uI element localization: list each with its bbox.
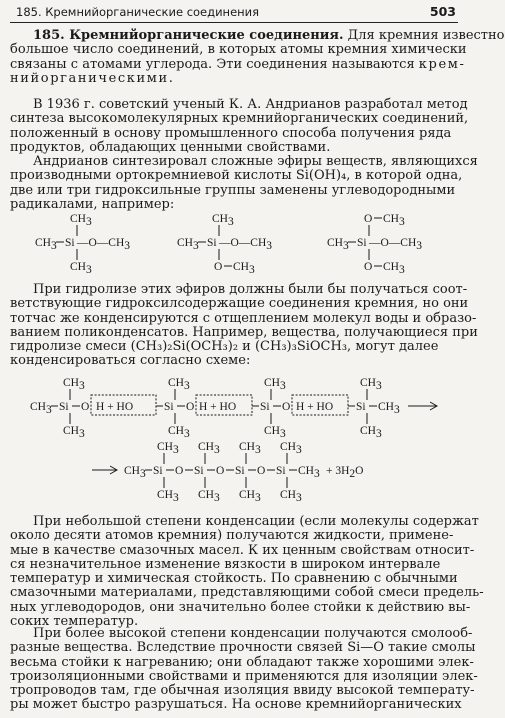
p6-line-6: ры может быстро разрушаться. На основе кремнийорганических [10,697,462,713]
svg-text:CH3: CH3 [198,489,220,504]
svg-text:CH3: CH3 [239,441,261,456]
svg-text:CH3: CH3 [383,213,405,228]
svg-text:CH3: CH3 [280,489,302,504]
p1-line-2: большое число соединений, в которых атомы кремния химически [10,42,467,58]
svg-text:CH3: CH3 [383,261,405,276]
p5-line-2: около десяти атомов кремния) получаются жидкости, примене- [10,528,454,544]
svg-text:CH3: CH3 [70,261,92,276]
svg-text:H + HO: H + HO [96,401,134,413]
page-number: 503 [429,4,456,19]
svg-text:H + HO: H + HO [199,401,237,413]
svg-text:O: O [186,401,195,413]
svg-text:CH3: CH3 [168,425,190,440]
svg-text:CH3: CH3 [124,465,146,480]
p5-line-8: соких температур. [10,614,139,630]
p4-line-5: гидролизе смеси (CH₃)₂Si(OCH₃)₂ и (CH₃)₃SiOCH₃, могут далее [10,339,439,355]
svg-text:CH3: CH3 [360,377,382,392]
svg-text:CH3: CH3 [70,213,92,228]
svg-text:H + HO: H + HO [296,401,334,413]
p2-line-4: продуктов, обладающих ценными свойствами. [10,139,331,155]
svg-text:CH3: CH3 [233,261,255,276]
svg-text:CH3: CH3 [239,489,261,504]
svg-text:O: O [214,261,223,273]
svg-text:CH3: CH3 [30,401,52,416]
svg-text:CH3: CH3 [63,425,85,440]
p6-line-2: разные вещества. Вследствие прочности связей Si—O такие смолы [10,640,476,656]
svg-text:O: O [175,465,184,477]
svg-text:Si: Si [260,401,270,413]
svg-text:O: O [364,261,373,273]
p2-line-3: положенный в основу промышленного способа получения ряда [10,125,452,141]
svg-text:Si: Si [153,465,163,477]
term-split-a: крем- [418,56,466,72]
svg-text:CH3: CH3 [157,441,179,456]
svg-text:Si: Si [65,237,75,249]
svg-text:CH3: CH3 [378,401,400,416]
svg-text:CH3: CH3 [360,425,382,440]
p5-line-3: мые в качестве смазочных масел. К их ценным свойствам относит- [10,542,475,558]
svg-text:—O—CH3: —O—CH3 [369,237,423,252]
svg-text:Si: Si [357,237,367,249]
svg-text:—O—CH3: —O—CH3 [77,237,131,252]
p2-line-1: В 1936 г. советский ученый К. А. Андрианов разработал метод [33,97,468,112]
svg-text:Si: Si [207,237,217,249]
p6-line-3: весьма стойки к нагреванию; они обладают также хорошими элек- [10,654,474,670]
p6-line-1: При более высокой степени конденсации получаются смолооб- [33,626,473,641]
p5-line-7: ных углеводородов, они значительно более стойки к действию вы- [10,599,471,615]
svg-text:Si: Si [235,465,245,477]
svg-text:CH3: CH3 [35,237,57,252]
condensation-scheme-row-2 [92,441,363,504]
svg-text:O: O [257,465,266,477]
p5-line-5: температур и химическая стойкость. По сравнению с обычными [10,571,458,587]
condensation-scheme-row-1 [30,377,437,440]
svg-text:CH3: CH3 [168,377,190,392]
svg-text:+ 3H2O: + 3H2O [326,465,364,480]
svg-text:Si: Si [276,465,286,477]
term-split-b: нийорганическими. [10,70,175,86]
svg-text:CH3: CH3 [198,441,220,456]
p3-line-2: производными ортокремниевой кислоты Si(OH)₄, в которой одна, [10,168,463,184]
p4-line-4: ванием поликонденсатов. Например, вещества, получающиеся при [10,324,478,340]
p3-line-3: две или три гидроксильные группы заменены углеводородными [10,182,456,198]
svg-text:CH3: CH3 [264,377,286,392]
p4-line-3: тотчас же конденсируются с отщеплением молекул воды и образо- [10,310,477,326]
ester-formula-3 [327,213,422,276]
running-title: 185. Кремнийорганические соединения [16,5,260,19]
svg-text:CH3: CH3 [212,213,234,228]
svg-text:Si: Si [356,401,366,413]
svg-text:—O—CH3: —O—CH3 [219,237,273,252]
svg-text:O: O [282,401,291,413]
svg-text:CH3: CH3 [264,425,286,440]
p5-line-1: При небольшой степени конденсации (если молекулы содержат [33,514,479,529]
p1-line-3: связаны с атомами углерода. Эти соединения называются [10,56,419,72]
svg-text:O: O [81,401,90,413]
svg-text:CH3: CH3 [157,489,179,504]
svg-text:Si: Si [59,401,69,413]
p6-line-5: тропроводов там, где обычная изоляция ввиду высокой температу- [10,683,475,699]
p4-line-2: ветствующие гидроксилсодержащие соединения кремния, но они [10,296,469,312]
svg-text:CH3: CH3 [177,237,199,252]
section-heading: 185. Кремнийорганические соединения. [33,28,344,43]
p4-line-6: конденсироваться согласно схеме: [10,353,251,369]
p6-line-4: троизоляционными свойствами и применяются для изоляции элек- [10,668,478,684]
p3-line-4: радикалами, например: [10,196,175,212]
p1-line-1: Для кремния известно [343,28,505,43]
svg-text:Si: Si [164,401,174,413]
p5-line-6: смазочными материалами, представляющими собой смеси предель- [10,585,484,601]
svg-text:Si: Si [194,465,204,477]
p3-line-1: Андрианов синтезировал сложные эфиры веществ, являющихся [33,154,478,169]
svg-text:O: O [216,465,225,477]
p2-line-2: синтеза высокомолекулярных кремнийорганических соединений, [10,111,469,127]
p5-line-4: ся незначительное изменение вязкости в широком интервале [10,556,441,572]
svg-text:O: O [364,213,373,225]
ester-formula-1 [35,213,130,276]
svg-text:CH3: CH3 [280,441,302,456]
p4-line-1: При гидролизе этих эфиров должны были бы получаться соот- [33,282,468,297]
ester-formula-2 [177,213,272,276]
svg-text:CH3: CH3 [327,237,349,252]
svg-text:CH3: CH3 [298,465,320,480]
svg-text:CH3: CH3 [63,377,85,392]
